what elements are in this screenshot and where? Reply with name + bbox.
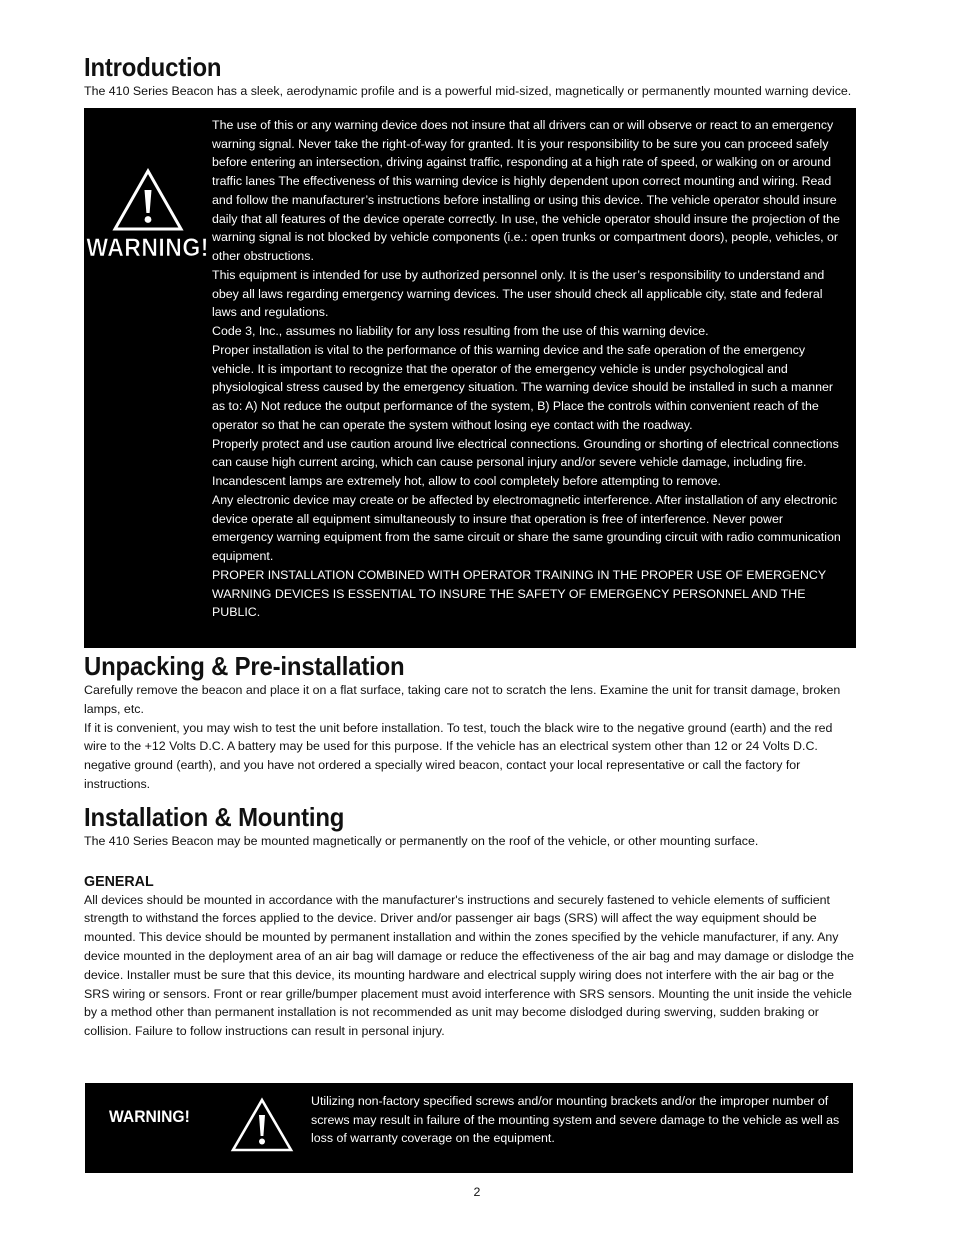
intro-body: The 410 Series Beacon has a sleek, aerodynamic profile and is a powerful mid-sized, magnetically or permanently mounted warning device.	[84, 84, 852, 98]
installation-title: Installation & Mounting	[84, 801, 345, 832]
warning-graphic	[84, 116, 212, 622]
warning-paragraph: Proper installation is vital to the performance of this warning device and the safe operation of the emergency vehicle. It is important to recognize that the operator of the emergency vehicle is under psychological and physiological stress caused by the emergency situation. The warning device should be installed in such a manner as to: A) Not reduce the output performance of the system, B) Place the controls within convenient reach of the operator so that he can operate the system without losing eye contact with the roadway.	[212, 342, 834, 432]
warning-text	[212, 116, 842, 622]
page-content	[84, 52, 856, 1041]
general-body: All devices should be mounted in accordance with the manufacturer's instructions and securely fastened to vehicle elements of sufficient strength to withstand the forces applied to the device. Driver and/or passenger air bags (SRS) will affect the way equipment should be mounted. This device should be mounted by permanent installation and within the zones specified by the vehicle manufacturer, if any. Any device mounted in the deployment area of an air bag will damage or reduce the effectiveness of the air bag and may damage or dislodge the device. Installer must be sure that this device, its mounting hardware and electrical supply wiring does not interfere with the air bag or the SRS wiring or sensors. Front or rear grille/bumper placement must avoid interference with SRS sensors. Mounting the unit inside the vehicle by a method other than permanent installation is not recommended as unit may become dislodged during swerving, sudden braking or collision. Failure to follow instructions can result in personal injury.	[84, 892, 854, 1039]
warning-paragraph: Properly protect and use caution around live electrical connections. Grounding or shorting of electrical connections can cause high current arcing, which can cause personal injury and/or severe vehicle damage, including fire. Incandescent lamps are extremely hot, allow to cool completely before attempting to remove.	[212, 436, 839, 489]
installation-section	[84, 802, 856, 1041]
warning-triangle-icon	[112, 168, 184, 232]
general-heading: GENERAL	[84, 872, 154, 890]
warning-triangle-icon	[230, 1097, 294, 1153]
page-number: 2	[473, 1185, 481, 1199]
warning-paragraph: The use of this or any warning device does not insure that all drivers can or will observe or react to an emergency warning signal. Never take the right-of-way for granted. It is your responsibility to be sure you can proceed safely before entering an intersection, driving against traffic, responding at a high rate of speed, or walking on or around traffic lanes The effectiveness of this warning device is highly dependent upon correct mounting and wiring. Read and follow the manufacturer’s instructions before installing or using this device. The vehicle operator should insure daily that all features of the device operate correctly. In use, the vehicle operator should insure the projection of the warning signal is not blocked by vehicle components (i.e.: open trunks or compartment doors), people, vehicles, or other obstructions.	[212, 117, 840, 264]
warning-paragraph: PROPER INSTALLATION COMBINED WITH OPERATOR TRAINING IN THE PROPER USE OF EMERGENCY WARNING DEVICES IS ESSENTIAL TO INSURE THE SAFETY OF EMERGENCY PERSONNEL AND THE PUBLIC.	[212, 567, 826, 620]
intro-title: Introduction	[84, 52, 222, 82]
mounting-warning-paragraph: Utilizing non-factory specified screws and/or mounting brackets and/or the improper number of screws may result in failure of the mounting system and severe damage to the vehicle as well as loss of warranty coverage on the equipment.	[311, 1094, 840, 1146]
mounting-warning-box	[85, 1083, 853, 1173]
unpacking-paragraph: Carefully remove the beacon and place it on a flat surface, taking care not to scratch the lens. Examine the unit for transit damage, broken lamps, etc.	[84, 683, 841, 716]
warning-paragraph: Any electronic device may create or be affected by electromagnetic interference. After installation of any electronic device operate all equipment simultaneously to insure that operation is free of interference. Never power emergency warning equipment from the same circuit or share the same grounding circuit with radio communication equipment.	[212, 492, 841, 564]
mounting-warning-text	[311, 1092, 841, 1148]
unpacking-title: Unpacking & Pre-installation	[84, 651, 405, 682]
warning-paragraph: Code 3, Inc., assumes no liability for any loss resulting from the use of this warning device.	[212, 324, 709, 339]
mounting-warning-label: WARNING!	[109, 1107, 190, 1126]
warning-paragraph: This equipment is intended for use by authorized personnel only. It is the user’s responsibility to understand and obey all laws regarding emergency warning devices. The user should check all applicable city, state and federal laws and regulations.	[212, 267, 825, 320]
warning-box	[84, 108, 856, 648]
installation-body: The 410 Series Beacon may be mounted magnetically or permanently on the roof of the vehicle, or other mounting surface.	[84, 833, 759, 848]
unpacking-paragraph: If it is convenient, you may wish to test the unit before installation. To test, touch the black wire to the negative ground (earth) and the red wire to the +12 Volts D.C. A battery may be used for this purpose. If the vehicle has an electrical system other than 12 or 24 Volts D.C. negative ground (earth), and you have not ordered a specially wired beacon, contact your local representative or call the factory for instructions.	[84, 720, 833, 792]
unpacking-section	[84, 651, 856, 794]
warning-label: WARNING!	[86, 233, 210, 262]
